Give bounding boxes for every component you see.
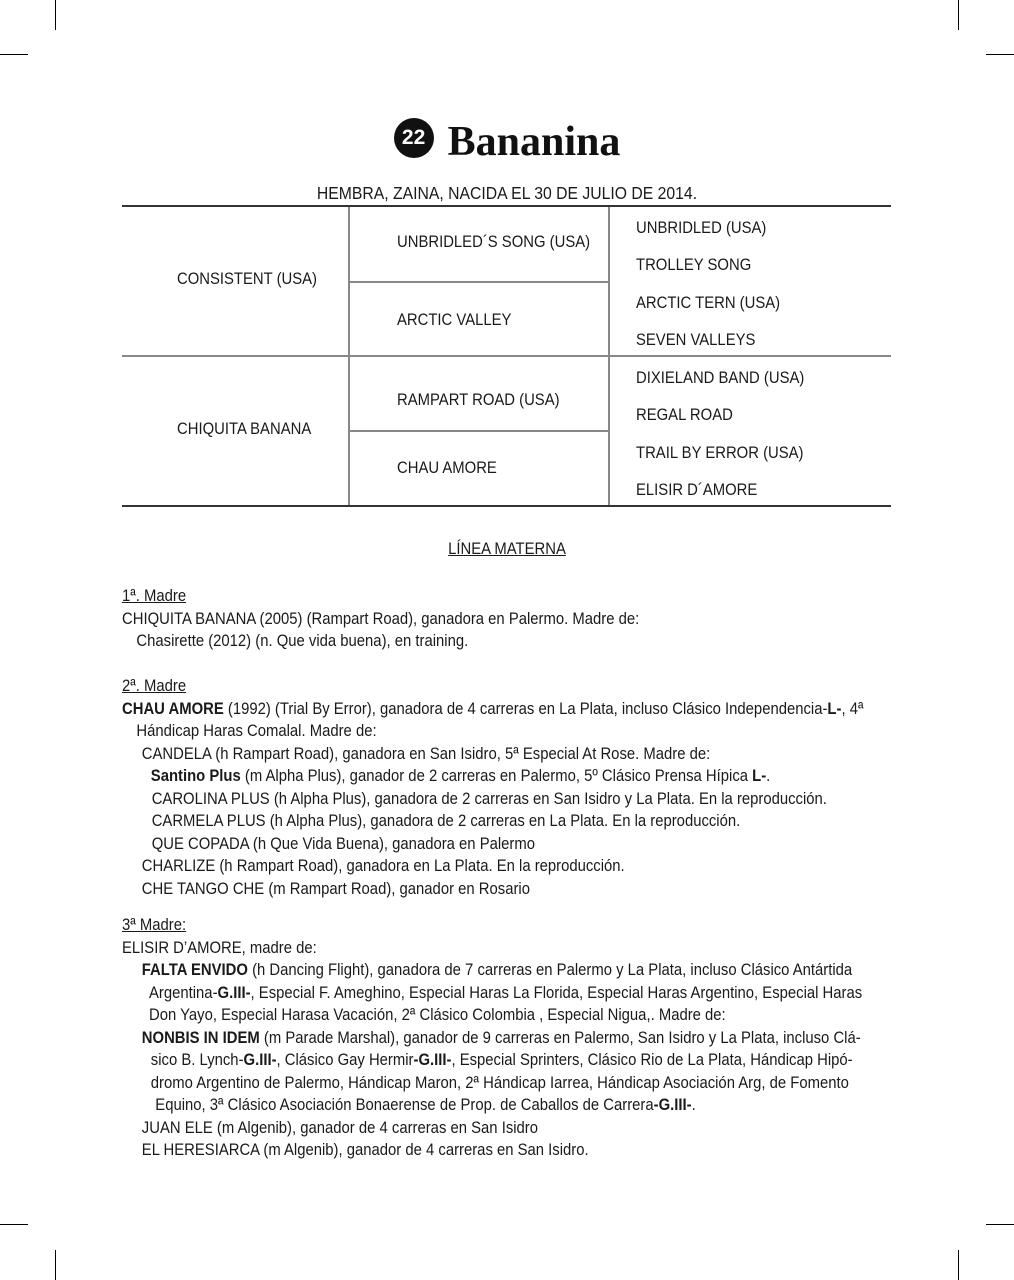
pedigree-dam: CHIQUITA BANANA <box>177 420 312 438</box>
text-line: CANDELA (h Rampart Road), ganadora en San Isidro, 5ª Especial At Rose. Madre de: <box>141 744 711 763</box>
table-divider <box>122 355 891 357</box>
text-line <box>122 1049 910 1072</box>
first-dam-section <box>122 585 997 653</box>
text-line <box>122 982 910 1005</box>
text-line: ELISIR D’AMORE, madre de: <box>122 938 317 957</box>
crop-mark <box>0 54 28 55</box>
pedigree-g3: UNBRIDLED (USA) <box>636 219 767 237</box>
table-divider <box>349 281 609 283</box>
horse-name: Bananina <box>447 119 621 165</box>
text-line: dromo Argentino de Palermo, Hándicap Maron, 2ª Hándicap Iarrea, Hándicap Asociación Arg, de Fomento <box>150 1073 849 1092</box>
table-divider <box>349 430 609 432</box>
crop-mark <box>958 1250 959 1280</box>
text-line: CHE TANGO CHE (m Rampart Road), ganador en Rosario <box>141 879 530 898</box>
text-span: . <box>691 1096 696 1114</box>
section-heading: 3ª Madre: <box>122 916 187 934</box>
crop-mark <box>0 1224 28 1225</box>
pedigree-g3: SEVEN VALLEYS <box>636 331 756 349</box>
table-divider <box>608 207 610 505</box>
text-line <box>122 765 910 788</box>
text-span: . <box>766 767 771 785</box>
pedigree-table <box>122 205 891 507</box>
text-span: , Clásico Gay Hermir <box>276 1051 414 1069</box>
text-span: , Especial F. Ameghino, Especial Haras La Florida, Especial Haras Argentino, Especial Haras <box>250 983 863 1002</box>
pedigree-dam-sire: RAMPART ROAD (USA) <box>397 391 560 409</box>
text-line: CARMELA PLUS (h Alpha Plus), ganadora de 2 carreras en La Plata. En la reproducción. <box>151 812 741 830</box>
crop-mark <box>55 0 56 30</box>
pedigree-g3: DIXIELAND BAND (USA) <box>636 369 805 387</box>
horse-name-bold: Santino Plus <box>150 767 241 785</box>
text-line: CHARLIZE (h Rampart Road), ganadora en La Plata. En la reproducción. <box>141 857 625 875</box>
crop-mark <box>55 1250 56 1280</box>
race-grade: G.III- <box>243 1051 277 1069</box>
text-line: Don Yayo, Especial Harasa Vacación, 2ª Clásico Colombia , Especial Nigua,. Madre de: <box>149 1006 726 1024</box>
section-heading: 1ª. Madre <box>122 587 187 605</box>
horse-description: HEMBRA, ZAINA, NACIDA EL 30 DE JULIO DE 2014. <box>316 183 698 203</box>
pedigree-sire: CONSISTENT (USA) <box>177 270 317 288</box>
horse-name-bold: NONBIS IN IDEM <box>141 1028 260 1047</box>
lot-number-badge: 22 <box>394 118 434 158</box>
text-span: (h Dancing Flight), ganadora de 7 carreras en Palermo y La Plata, incluso Clásico Antártida <box>247 961 853 979</box>
text-line <box>122 698 910 721</box>
pedigree-g3: TROLLEY SONG <box>636 256 752 274</box>
text-span: (1992) (Trial By Error), ganadora de 4 carreras en La Plata, incluso Clásico Independencia- <box>223 699 828 718</box>
pedigree-g3: TRAIL BY ERROR (USA) <box>636 444 804 462</box>
crop-mark <box>958 0 959 30</box>
race-grade: L- <box>827 699 842 718</box>
text-line: CHIQUITA BANANA (2005) (Rampart Road), ganadora en Palermo. Madre de: <box>122 609 640 628</box>
pedigree-g3: ARCTIC TERN (USA) <box>636 294 781 312</box>
crop-mark <box>986 54 1014 55</box>
text-line: EL HERESIARCA (m Algenib), ganador de 4 carreras en San Isidro. <box>141 1141 589 1159</box>
pedigree-g3: REGAL ROAD <box>636 406 733 424</box>
race-grade: L- <box>752 767 767 785</box>
text-line <box>122 959 910 982</box>
maternal-line-title: LÍNEA MATERNA <box>448 540 566 558</box>
title-block <box>0 118 1014 166</box>
table-bottom-rule <box>122 505 891 507</box>
pedigree-sire-dam: ARCTIC VALLEY <box>397 311 512 329</box>
text-span: (m Parade Marshal), ganador de 9 carreras en Palermo, San Isidro y La Plata, incluso Clá- <box>259 1028 861 1047</box>
pedigree-dam-dam: CHAU AMORE <box>397 459 497 477</box>
text-line <box>122 1094 910 1117</box>
text-line: Chasirette (2012) (n. Que vida buena), en training. <box>136 632 469 650</box>
text-span: , 4ª <box>841 699 864 718</box>
table-divider <box>348 207 350 505</box>
text-span: Argentina- <box>149 983 218 1002</box>
text-line: QUE COPADA (h Que Vida Buena), ganadora en Palermo <box>151 834 535 853</box>
pedigree-g3: ELISIR D´AMORE <box>636 481 758 499</box>
text-span: (m Alpha Plus), ganador de 2 carreras en Palermo, 5º Clásico Prensa Hípica <box>240 767 753 785</box>
text-line <box>122 1027 910 1050</box>
section-heading: 2ª. Madre <box>122 677 187 695</box>
text-span: sico B. Lynch- <box>150 1051 244 1069</box>
table-top-rule <box>122 205 891 207</box>
third-dam-section <box>122 914 997 1162</box>
text-line: JUAN ELE (m Algenib), ganador de 4 carreras en San Isidro <box>141 1118 539 1137</box>
text-line: Hándicap Haras Comalal. Madre de: <box>136 722 377 740</box>
text-line: CAROLINA PLUS (h Alpha Plus), ganadora de 2 carreras en San Isidro y La Plata. En la reproducción. <box>151 789 827 808</box>
crop-mark <box>986 1224 1014 1225</box>
text-span: , Especial Sprinters, Clásico Rio de La Plata, Hándicap Hipó- <box>451 1051 853 1069</box>
second-dam-section <box>122 675 997 900</box>
dam-name: CHAU AMORE <box>122 699 224 718</box>
horse-name-bold: FALTA ENVIDO <box>141 961 248 979</box>
race-grade: G.III- <box>217 983 251 1002</box>
pedigree-sire-sire: UNBRIDLED´S SONG (USA) <box>397 233 591 251</box>
race-grade: -G.III- <box>653 1096 692 1114</box>
race-grade: -G.III- <box>413 1051 452 1069</box>
text-span: Equino, 3ª Clásico Asociación Bonaerense de Prop. de Caballos de Carrera <box>155 1096 654 1114</box>
